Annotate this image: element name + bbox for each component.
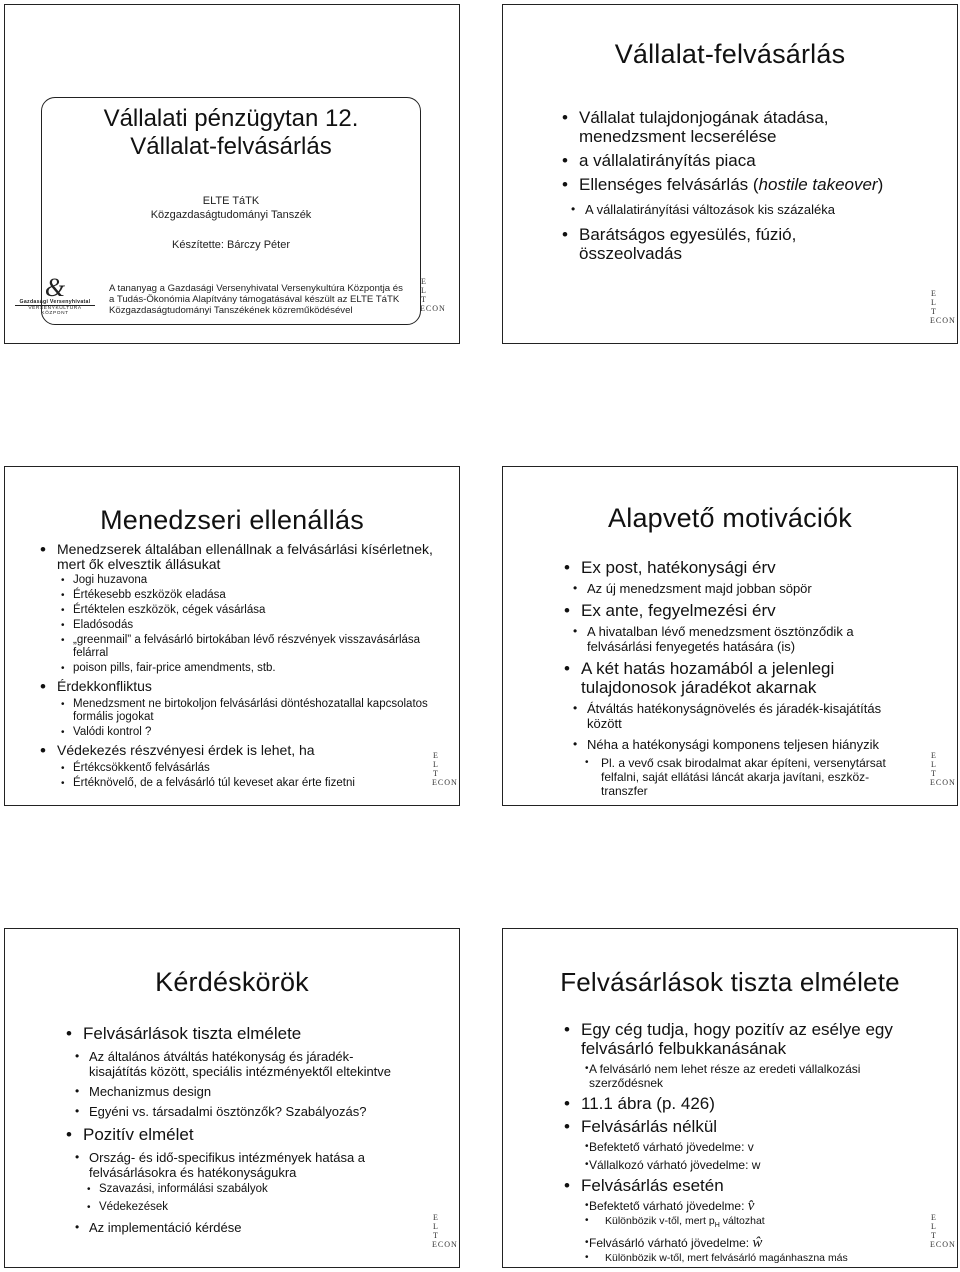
bullet-list — [561, 555, 901, 798]
sub-sub-bullet-item: • Különbözik w-től, mert felvásárló magánhaszna más — [561, 1252, 911, 1264]
slide-menedzseri-ellenallas — [4, 466, 460, 806]
bullet-list — [63, 1021, 403, 1235]
credit-line2: a Tudás-Ökonómia Alapítvány támogatásával készült az ELTE TáTK — [109, 294, 400, 306]
w-hat-symbol: ŵ — [752, 1235, 763, 1252]
sub-sub-bullet-item: • Szavazási, informálási szabályok — [63, 1183, 403, 1196]
sub-bullet-item: • Befektető várható jövedelme: v̂ — [561, 1199, 911, 1213]
sub-bullet-item: • Az új menedzsment majd jobban söpör — [561, 581, 901, 596]
sub-bullet-item: • Értékesebb eszközök eladása — [37, 589, 437, 602]
bullet-list — [37, 539, 437, 790]
slide-alapveto-motivaciok — [502, 466, 958, 806]
sub-sub-bullet-item: • Pl. a vevő csak birodalmat akar építeni, versenytársat felfalni, saját ellátási láncát akarja javítani, eszköz-transzfer — [561, 756, 901, 798]
slide-title: Alapvető motivációk — [608, 503, 852, 533]
slide-title: Menedzseri ellenállás — [100, 505, 364, 535]
sub-bullet-item: • Eladósodás — [37, 619, 437, 632]
bullet-item: • Védekezés részvényesi érdek is lehet, ha — [37, 743, 437, 758]
sub-bullet-item: • A vállalatirányítási változások kis százaléka — [559, 202, 889, 217]
sub-bullet-item: • Felvásárló várható jövedelme: ŵ — [561, 1236, 911, 1250]
sub-bullet-item: • Befektető várható jövedelme: v — [561, 1140, 911, 1154]
bullet-item: • Egy cég tudja, hogy pozitív az esélye egy felvásárló felbukkanásának — [561, 1020, 911, 1058]
bullet-item: • A két hatás hozamából a jelenlegi tulajdonosok járadékot akarnak — [561, 659, 901, 697]
credit-text — [109, 283, 409, 317]
author: Készítette: Bárczy Péter — [172, 239, 290, 251]
sub-bullet-item: • A hivatalban lévő menedzsment ösztönződik a felvásárlási fenyegetés hatására (is) — [561, 624, 901, 654]
course-title-line1: Vállalati pénzügytan 12. — [103, 105, 359, 132]
bullet-item: • a vállalatirányítás piaca — [559, 151, 889, 170]
sub-bullet-item: • Értékcsökkentő felvásárlás — [37, 762, 437, 775]
bullet-item: • Felvásárlás esetén — [561, 1176, 911, 1195]
org-line2: Közgazdaságtudományi Tanszék — [150, 209, 312, 221]
sub-sub-bullet-item: • Védekezések — [63, 1201, 403, 1214]
sub-bullet-item: • Vállalkozó várható jövedelme: w — [561, 1158, 911, 1172]
slide-kerdeskorok — [4, 928, 460, 1268]
sub-bullet-item: • Mechanizmus design — [63, 1084, 403, 1099]
sub-bullet-item: • Átváltás hatékonyságnövelés és járadék-kisajátítás között — [561, 701, 901, 731]
elte-econ-logo: E L T ECON — [432, 751, 458, 787]
bullet-item: • Vállalat tulajdonjogának átadása, menedzsment lecserélése — [559, 108, 889, 146]
slide-felvasarlasok-tiszta-elmelete — [502, 928, 958, 1268]
bullet-item: • Barátságos egyesülés, fúzió, összeolvadás — [559, 225, 889, 263]
bullet-item: • Menedzserek általában ellenállnak a felvásárlási kísérletnek, mert ők elvesztik állásukat — [37, 542, 437, 572]
elte-econ-logo: E L T ECON — [432, 1213, 458, 1249]
credit-line1: A tananyag a Gazdasági Versenyhivatal Versenykultúra Központja és — [109, 283, 403, 294]
ampersand-icon: & — [44, 273, 66, 302]
bullet-item: • Felvásárlások tiszta elmélete — [63, 1024, 403, 1043]
sub-bullet-item: • Értéktelen eszközök, cégek vásárlása — [37, 604, 437, 617]
slide-vallalat-felvasarlas — [502, 4, 958, 344]
sub-bullet-item: • Menedzsment ne birtokoljon felvásárlási döntéshozatallal kapcsolatos formális jogokat — [37, 698, 437, 724]
sub-bullet-item: • Néha a hatékonysági komponens teljesen hiányzik — [561, 737, 901, 752]
sub-bullet-item: • Valódi kontrol ? — [37, 726, 437, 739]
emblem-line2: VERSENYKULTÚRA KÖZPONT — [15, 305, 95, 316]
elte-econ-logo: E L T ECON — [930, 751, 956, 787]
bullet-list — [559, 105, 889, 263]
bullet-item: • Pozitív elmélet — [63, 1125, 403, 1144]
slide-title: Vállalat-felvásárlás — [614, 39, 846, 69]
elte-econ-logo: E L T ECON — [930, 289, 956, 325]
bullet-list — [561, 1017, 911, 1264]
bullet-item: • Felvásárlás nélkül — [561, 1117, 911, 1136]
bullet-item: • Ex post, hatékonysági érv — [561, 558, 901, 577]
emblem-line1: Gazdasági Versenyhivatal — [19, 299, 91, 305]
bullet-item: • Érdekkonfliktus — [37, 679, 437, 694]
sub-bullet-item: • Ország- és idő-specifikus intézmények hatása a felvásárlásokra és hatékonyságukra — [63, 1150, 403, 1180]
gvh-emblem-logo — [9, 273, 101, 316]
bullet-item: • 11.1 ábra (p. 426) — [561, 1094, 911, 1113]
elte-econ-logo: E L T ECON — [420, 277, 446, 313]
elte-econ-logo: E L T ECON — [930, 1213, 956, 1249]
sub-bullet-item: • Az implementáció kérdése — [63, 1220, 403, 1235]
sub-sub-bullet-item: • Különbözik v-től, mert $p_H$ változhat — [561, 1215, 911, 1232]
bullet-item: • Ex ante, fegyelmezési érv — [561, 601, 901, 620]
sub-bullet-item: • A felvásárló nem lehet része az eredeti vállalkozási szerződésnek — [561, 1062, 911, 1090]
sub-bullet-item: • Az általános átváltás hatékonyság és járadék-kisajátítás között, speciális intézményektől eltekintve — [63, 1049, 403, 1079]
sub-bullet-item: • Jogi huzavona — [37, 574, 437, 587]
bullet-item: • Ellenséges felvásárlás (hostile takeover) — [559, 175, 889, 194]
sub-bullet-item: • Értéknövelő, de a felvásárló túl keveset akar érte fizetni — [37, 777, 437, 790]
sub-bullet-item: • poison pills, fair-price amendments, stb. — [37, 662, 437, 675]
slide-title-page — [4, 4, 460, 344]
v-hat-symbol: v̂ — [747, 1198, 755, 1214]
sub-bullet-item: • Egyéni vs. társadalmi ösztönzők? Szabályozás? — [63, 1104, 403, 1119]
course-title-line2: Vállalat-felvásárlás — [130, 133, 332, 160]
org-line1: ELTE TáTK — [202, 195, 260, 207]
slide-title: Kérdéskörök — [155, 967, 309, 997]
credit-line3: Közgazdaságtudományi Tanszékének közreműködésével — [109, 305, 353, 317]
sub-bullet-item: • „greenmail” a felvásárló birtokában lévő részvények visszavásárlása felárral — [37, 634, 437, 660]
slide-title: Felvásárlások tiszta elmélete — [560, 967, 900, 997]
course-title — [41, 105, 421, 161]
